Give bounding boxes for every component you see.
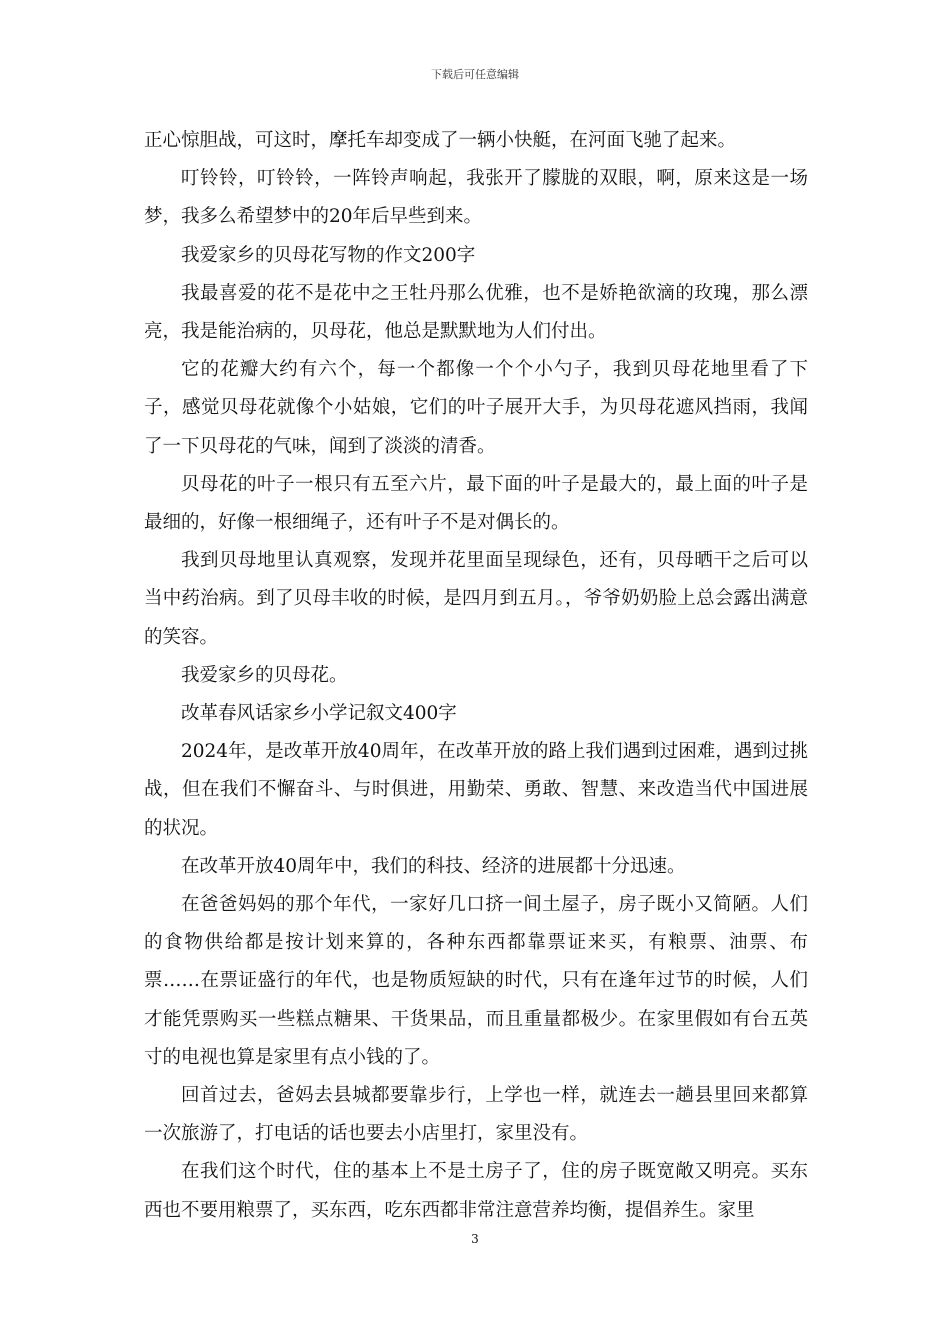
essay-title: 改革春风话家乡小学记叙文400字 [181, 703, 457, 725]
paragraph: 在爸爸妈妈的那个年代，一家好几口挤一间土屋子，房子既小又简陋。人们的食物供给都是按计划来算的，各种东西都靠票证来买，有粮票、油票、布票……在票证盛行的年代，也是物质短缺的时代，只有在逢年过节的时候，人们才能凭票购买一些糕点糖果、干货果品，而且重量都极少。在家里假如有台五英寸的电视也算是家里有点小钱的了。 [144, 894, 808, 1068]
paragraph: 2024年，是改革开放40周年，在改革开放的路上我们遇到过困难，遇到过挑战，但在我们不懈奋斗、与时俱进，用勤荣、勇敢、智慧、来改造当代中国进展的状况。 [144, 741, 808, 839]
paragraph: 在改革开放40周年中，我们的科技、经济的进展都十分迅速。 [181, 855, 686, 877]
paragraph: 我最喜爱的花不是花中之王牡丹那么优雅，也不是娇艳欲滴的玫瑰，那么漂亮，我是能治病的，贝母花，他总是默默地为人们付出。 [144, 282, 808, 343]
paragraph: 贝母花的叶子一根只有五至六片，最下面的叶子是最大的，最上面的叶子是最细的，好像一根细绳子，还有叶子不是对偶长的。 [144, 473, 808, 534]
paragraph: 回首过去，爸妈去县城都要靠步行，上学也一样，就连去一趟县里回来都算一次旅游了，打电话的话也要去小店里打，家里没有。 [144, 1085, 808, 1145]
paragraph: 我爱家乡的贝母花。 [181, 664, 348, 686]
paragraph: 正心惊胆战，可这时，摩托车却变成了一辆小快艇，在河面飞驰了起来。 [144, 130, 737, 151]
document-body [144, 122, 808, 1230]
paragraph: 在我们这个时代，住的基本上不是土房子了，住的房子既宽敞又明亮。买东西也不要用粮票了，买东西，吃东西都非常注意营养均衡，提倡养生。家里 [144, 1161, 808, 1221]
essay-title: 我爱家乡的贝母花写物的作文200字 [181, 244, 476, 266]
paragraph: 它的花瓣大约有六个，每一个都像一个个小勺子，我到贝母花地里看了下子，感觉贝母花就像个小姑娘，它们的叶子展开大手，为贝母花遮风挡雨，我闻了一下贝母花的气味，闻到了淡淡的清香。 [144, 359, 808, 457]
paragraph: 叮铃铃，叮铃铃，一阵铃声响起，我张开了朦胧的双眼，啊，原来这是一场梦，我多么希望梦中的20年后早些到来。 [144, 168, 808, 228]
page-number: 3 [471, 1232, 479, 1246]
paragraph: 我到贝母地里认真观察，发现并花里面呈现绿色，还有，贝母晒干之后可以当中药治病。到了贝母丰收的时候，是四月到五月。，爷爷奶奶脸上总会露出满意的笑容。 [144, 550, 808, 648]
page-header: 下载后可任意编辑 [431, 68, 519, 81]
